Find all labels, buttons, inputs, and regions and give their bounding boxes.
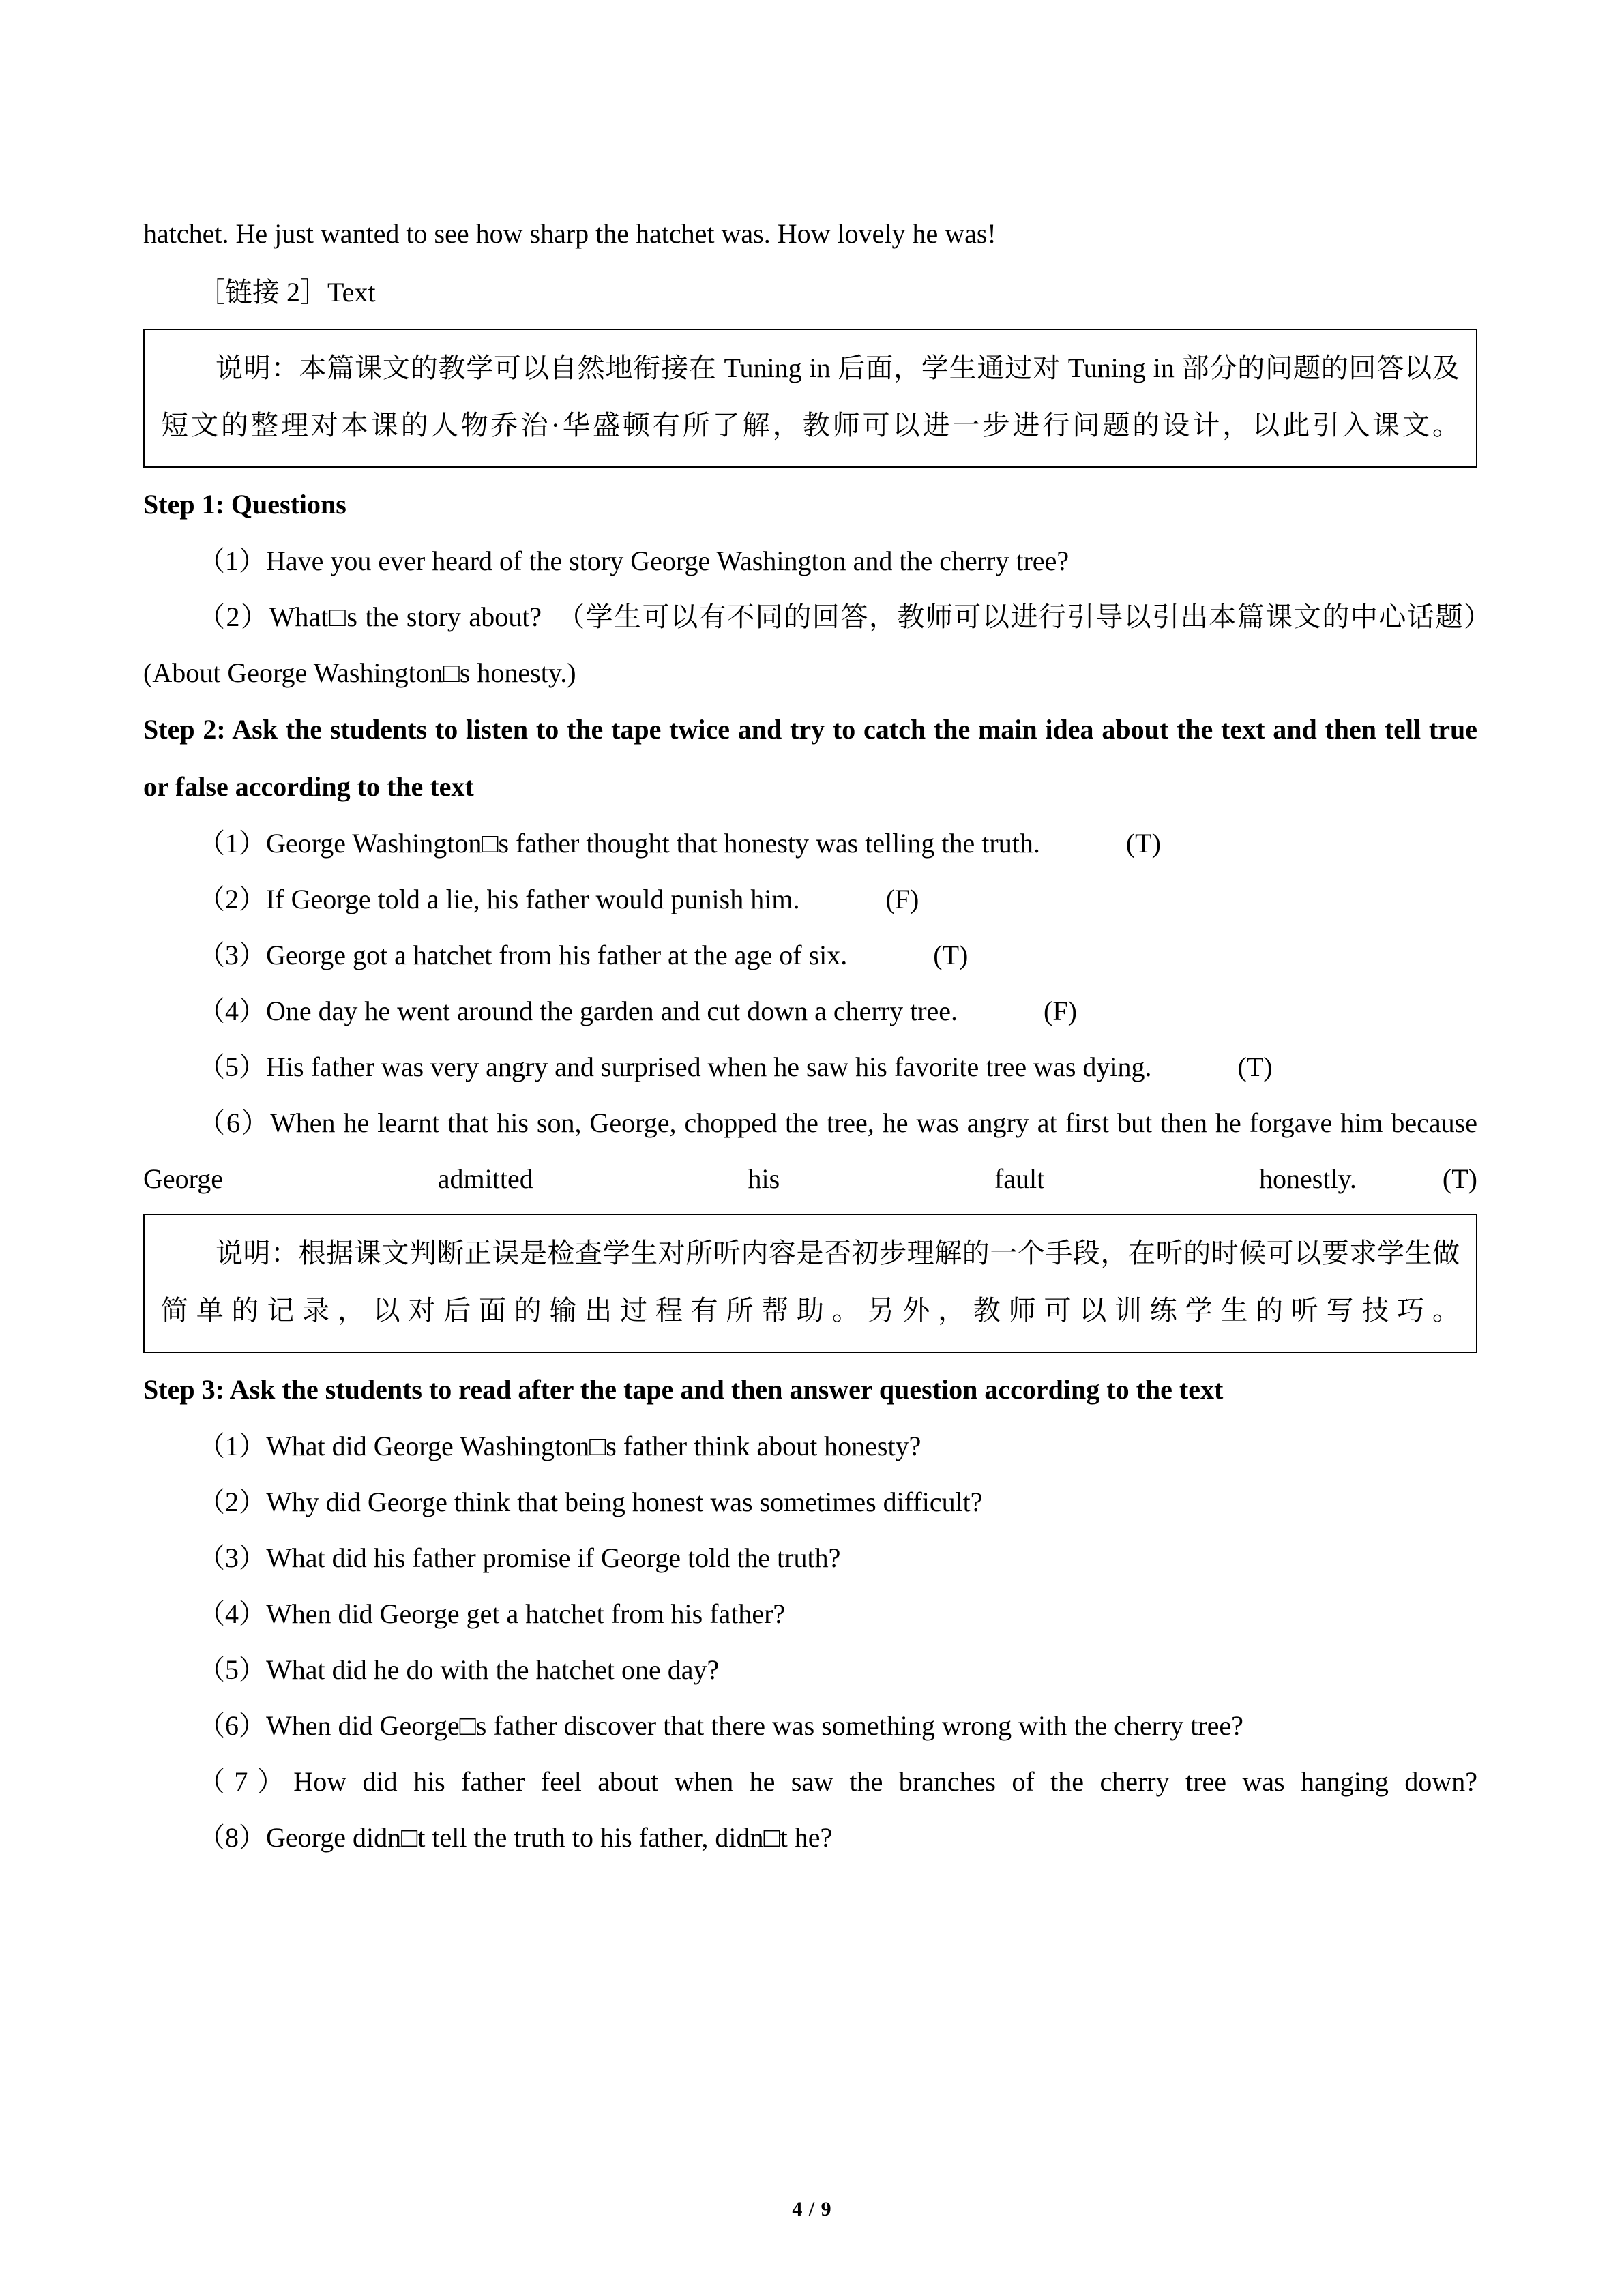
step-2-item [143, 927, 1477, 983]
step-2-item-answer: (T) [1125, 828, 1161, 859]
step-2-item-text: （3）George got a hatchet from his father at the age of six. [198, 940, 848, 970]
step-3-item: （3）What did his father promise if George told the truth? [198, 1542, 841, 1573]
step-1-heading: Step 1: Questions [143, 489, 346, 520]
step-2-item-text: （1）George Washington□s father thought that honesty was telling the truth. [198, 828, 1040, 859]
step-2-item-answer: (F) [885, 884, 919, 914]
note-box-1 [143, 329, 1477, 468]
step-3-heading: Step 3: Ask the students to read after the tape and then answer question according to the text [143, 1374, 1224, 1405]
step-2-item-text: （6）When he learnt that his son, George, chopped the tree, he was angry at first but then he forgave him because George admitted his fault honestly. [143, 1107, 1477, 1194]
step-2-item-answer: (T) [933, 940, 969, 970]
note-box-2 [143, 1214, 1477, 1353]
step-2-item-answer: (T) [1442, 1163, 1477, 1194]
step-2-item-text: （5）His father was very angry and surprised when he saw his favorite tree was dying. [198, 1052, 1152, 1082]
step-2-item-text: （2）If George told a lie, his father would punish him. [198, 884, 800, 914]
step-3-item: （4）When did George get a hatchet from his father? [198, 1598, 786, 1629]
step-2-item [143, 1039, 1477, 1095]
step-2-item-answer: (F) [1044, 996, 1077, 1026]
step-2-item-text: （4）One day he went around the garden and cut down a cherry tree. [198, 996, 958, 1026]
step-3-item: （7）How did his father feel about when he saw the branches of the cherry tree was hanging down? [198, 1766, 1477, 1797]
step-3-item: （1）What did George Washington□s father think about honesty? [198, 1431, 921, 1461]
note-2-text: 说明：根据课文判断正误是检查学生对所听内容是否初步理解的一个手段，在听的时候可以要求学生做简单的记录，以对后面的输出过程有所帮助。另外，教师可以训练学生的听写技巧。 [161, 1238, 1460, 1326]
step-3-item: （2）Why did George think that being honest was sometimes difficult? [198, 1487, 983, 1517]
step-3-item: （8）George didn□t tell the truth to his father, didn□t he? [198, 1822, 833, 1853]
step-2-item [143, 983, 1477, 1039]
step-2-item [143, 871, 1477, 927]
step-1-item: （2）What□s the story about? （学生可以有不同的回答，教师可以进行引导以引出本篇课文的中心话题） (About George Washington□s honesty.) [143, 601, 1505, 688]
note-1-text: 说明：本篇课文的教学可以自然地衔接在 Tuning in 后面，学生通过对 Tuning in 部分的问题的回答以及短文的整理对本课的人物乔治·华盛顿有所了解，教师可以进一步进行问题的设计，以此引入课文。 [161, 353, 1460, 441]
step-2-item-answer: (T) [1237, 1052, 1273, 1082]
page-number: 4 / 9 [792, 2198, 832, 2220]
step-2-item [143, 1095, 1477, 1207]
top-paragraph: hatchet. He just wanted to see how sharp the hatchet was. How lovely he was! [143, 218, 996, 249]
step-2-heading: Step 2: Ask the students to listen to the tape twice and try to catch the main idea about the text and then tell true or false according to the text [143, 714, 1477, 802]
step-2-item [143, 816, 1477, 871]
step-1-item: （1）Have you ever heard of the story George Washington and the cherry tree? [198, 546, 1069, 576]
step-3-item: （5）What did he do with the hatchet one day? [198, 1654, 720, 1685]
link-label: ［链接 2］Text [198, 277, 376, 308]
step-3-item: （6）When did George□s father discover that there was something wrong with the cherry tree? [198, 1710, 1243, 1741]
